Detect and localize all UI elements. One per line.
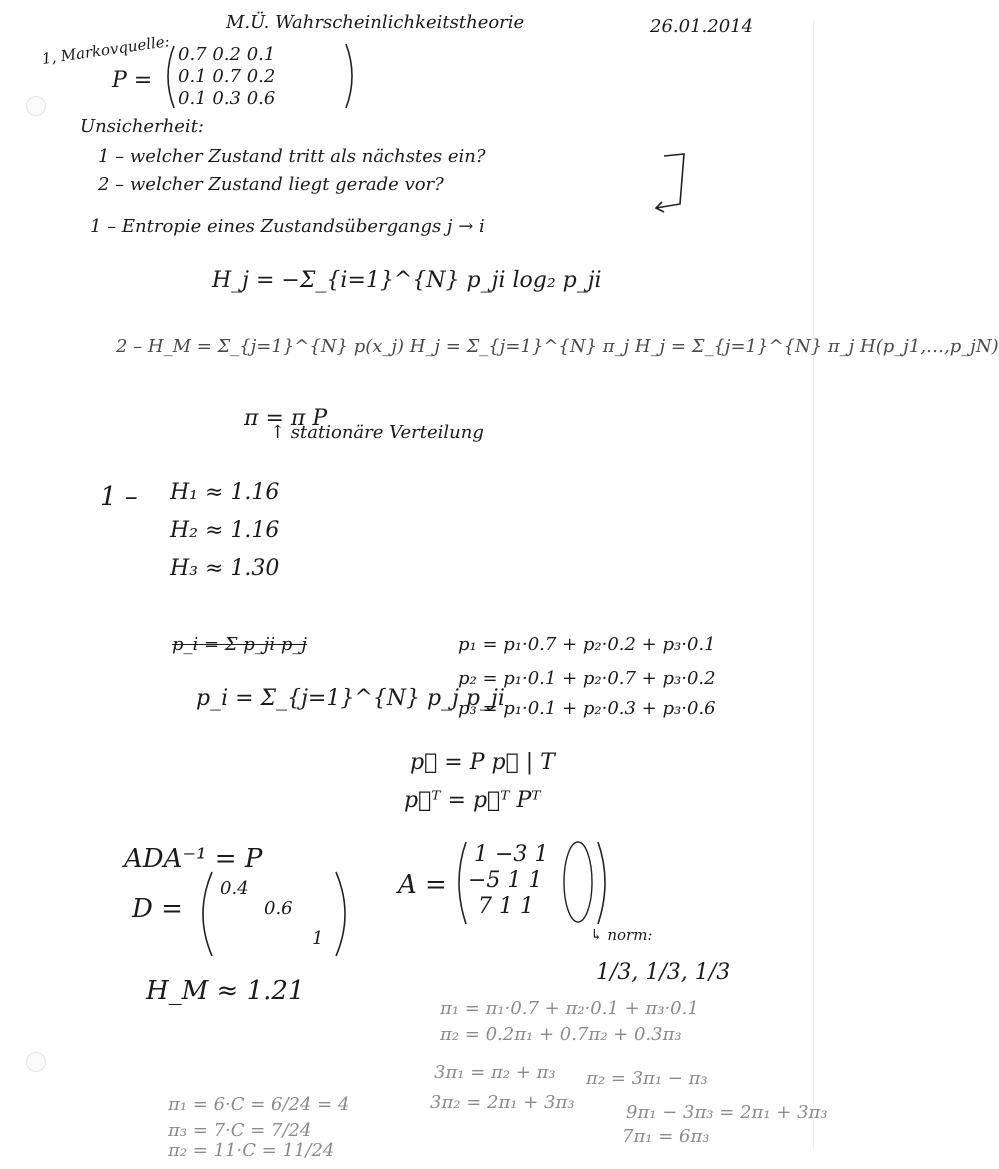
- p-matrix-label: P =: [112, 68, 153, 93]
- h2-value: H₂ ≈ 1.16: [170, 518, 280, 543]
- page-date: 26.01.2014: [650, 16, 754, 37]
- pi-sum-formula: p_i = Σ_{j=1}^{N} p_j p_ji: [196, 686, 505, 711]
- vector-eq-2: p⃗ᵀ = p⃗ᵀ Pᵀ: [404, 788, 541, 813]
- results-label: 1 –: [100, 482, 138, 512]
- entropy-heading: 1 – Entropie eines Zustandsübergangs j → i: [90, 216, 485, 237]
- punch-hole: [26, 1052, 46, 1072]
- h1-value: H₁ ≈ 1.16: [170, 480, 280, 505]
- stationary-eq: π = π P: [244, 406, 328, 431]
- d-entry: 1: [312, 928, 324, 949]
- p-equation: p₁ = p₁·0.7 + p₂·0.2 + p₃·0.1: [458, 634, 716, 655]
- norm-label: ↳ norm:: [590, 926, 653, 944]
- d-entry: 0.4: [220, 878, 249, 899]
- question-2: 2 – welcher Zustand liegt gerade vor?: [98, 174, 444, 195]
- matrix-row: 0.1 0.3 0.6: [178, 88, 276, 109]
- formula-hm: 2 – H_M = Σ_{j=1}^{N} p(x_j) H_j = Σ_{j=1}^{N} π_j H_j = Σ_{j=1}^{N} π_j H(p_j1,…,p_jN): [116, 336, 999, 357]
- pi-equation: 3π₁ = π₂ + π₃: [434, 1062, 556, 1083]
- constant-eq: π₂ = 11·C = 11/24: [168, 1140, 335, 1161]
- stationary-note: ↑ stationäre Verteilung: [270, 422, 484, 443]
- pi-equation: 9π₁ − 3π₃ = 2π₁ + 3π₃: [626, 1102, 828, 1123]
- page-title: M.Ü. Wahrscheinlichkeitstheorie: [226, 12, 525, 33]
- question-1: 1 – welcher Zustand tritt als nächstes ein?: [98, 146, 486, 167]
- matrix-row: 0.1 0.7 0.2: [178, 66, 276, 87]
- ada-eq: ADA⁻¹ = P: [124, 844, 263, 874]
- bracket-arrow: [648, 150, 696, 216]
- markov-label: 1, Markovquelle:: [40, 32, 171, 68]
- a-row: 1 −3 1: [474, 842, 549, 867]
- hm-result: H_M ≈ 1.21: [146, 976, 305, 1006]
- a-label: A =: [398, 870, 447, 900]
- crossed-formula: p_i = Σ p_ji p_j: [172, 634, 307, 655]
- a-row: 7 1 1: [478, 894, 534, 919]
- d-label: D =: [132, 894, 183, 924]
- pi-equation: π₁ = π₁·0.7 + π₂·0.1 + π₃·0.1: [440, 998, 699, 1019]
- p-equation: p₂ = p₁·0.1 + p₂·0.7 + p₃·0.2: [458, 668, 716, 689]
- pi-equation: π₂ = 3π₁ − π₃: [586, 1068, 708, 1089]
- p-equation: p₃ = p₁·0.1 + p₂·0.3 + p₃·0.6: [458, 698, 716, 719]
- norm-vector: 1/3, 1/3, 1/3: [596, 960, 731, 985]
- matrix-row: 0.7 0.2 0.1: [178, 44, 276, 65]
- constant-eq: π₁ = 6·C = 6/24 = 4: [168, 1094, 350, 1115]
- pi-equation: 7π₁ = 6π₃: [622, 1126, 710, 1147]
- page-edge: [813, 20, 814, 1149]
- d-entry: 0.6: [264, 898, 293, 919]
- pi-equation: 3π₂ = 2π₁ + 3π₃: [430, 1092, 575, 1113]
- formula-hj: H_j = −Σ_{i=1}^{N} p_ji log₂ p_ji: [212, 268, 602, 293]
- vector-eq-1: p⃗ = P p⃗ | T: [410, 750, 555, 775]
- h3-value: H₃ ≈ 1.30: [170, 556, 280, 581]
- pi-equation: π₂ = 0.2π₁ + 0.7π₂ + 0.3π₃: [440, 1024, 682, 1045]
- constant-eq: π₃ = 7·C = 7/24: [168, 1120, 312, 1141]
- uncertainty-heading: Unsicherheit:: [80, 116, 204, 137]
- a-row: −5 1 1: [468, 868, 543, 893]
- punch-hole: [26, 96, 46, 116]
